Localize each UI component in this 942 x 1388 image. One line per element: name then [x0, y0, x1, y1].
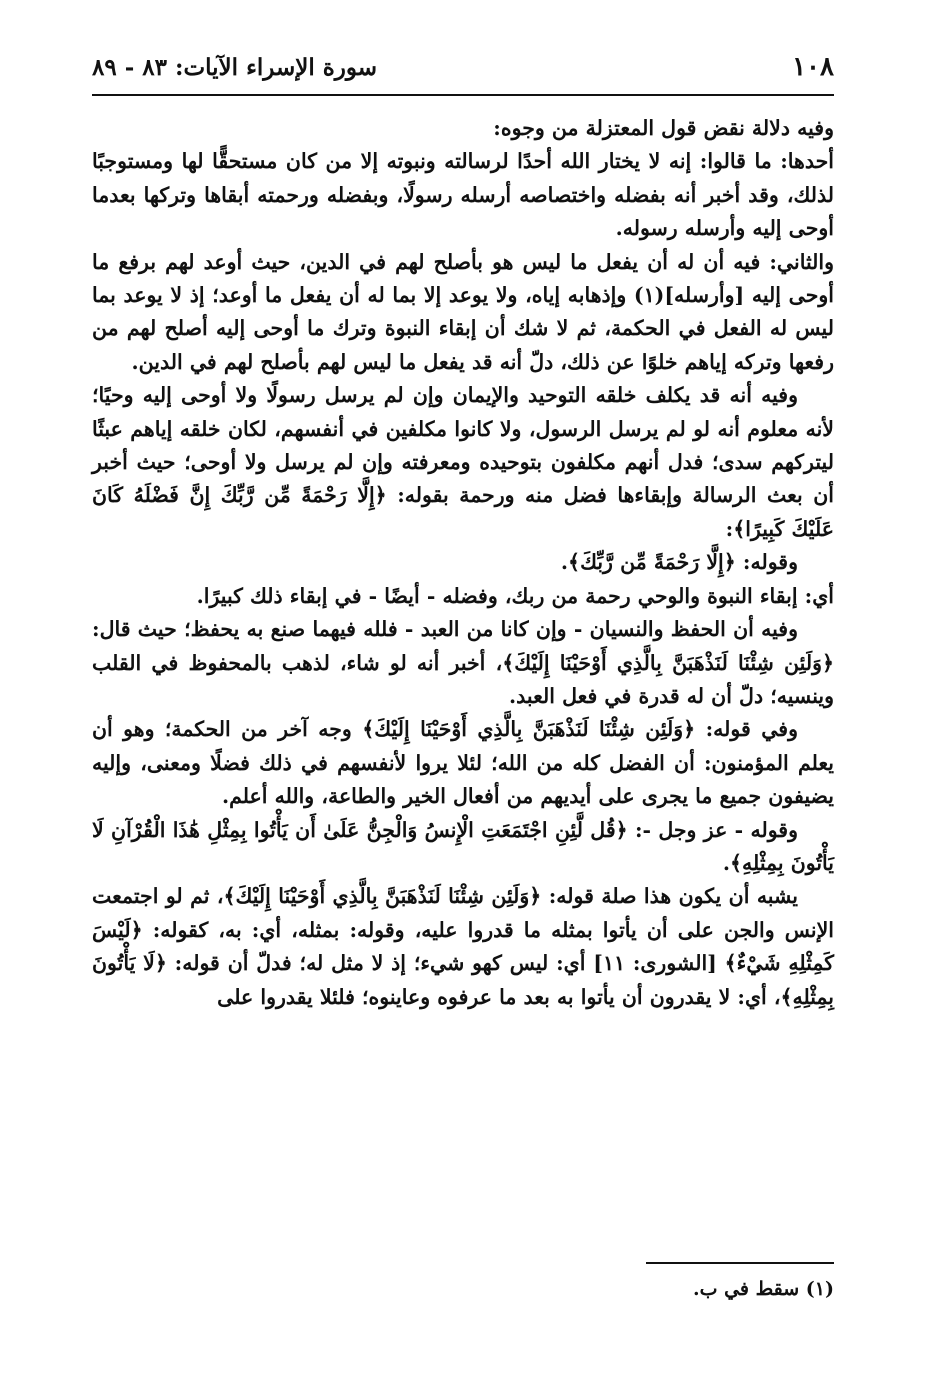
footnote-rule	[646, 1262, 834, 1264]
paragraph: يشبه أن يكون هذا صلة قوله: ﴿وَلَئِن شِئْنَا لَنَذْهَبَنَّ بِالَّذِي أَوْحَيْنَا إِلَيْكَ﴾، ثم لو اجتمعت الإنس والجن على أن يأتوا بمثله ما قدروا عليه، وقوله: بمثله، أي: به، كقوله: ﴿لَيْسَ كَمِثْلِهِ شَيْءٌ﴾ [الشورى: ١١] أي: ليس كهو شيء؛ إذ لا مثل له؛ فدلّ أن قوله: ﴿لَا يَأْتُونَ بِمِثْلِهِ﴾، أي: لا يقدرون أن يأتوا به بعد ما عرفوه وعاينوه؛ فلئلا يقدروا على	[92, 884, 834, 1009]
paragraph: وفي قوله: ﴿وَلَئِن شِئْنَا لَنَذْهَبَنَّ بِالَّذِي أَوْحَيْنَا إِلَيْكَ﴾ وجه آخر من الحكمة؛ وهو أن يعلم المؤمنون: أن الفضل كله من الله؛ لئلا يروا لأنفسهم في ذلك فضلًا ومعنى، وإليه يضيفون جميع ما يجرى على أيديهم من أفعال الخير والطاعة، والله أعلم.	[92, 717, 834, 809]
running-title: سورة الإسراء الآيات: ٨٣ - ٨٩	[92, 54, 378, 81]
footnote: (١) سقط في ب.	[692, 1278, 834, 1300]
paragraph: وفيه دلالة نقض قول المعتزلة من وجوه:	[493, 116, 834, 140]
paragraph: وفيه أن الحفظ والنسيان - وإن كانا من العبد - فلله فيهما صنع به يحفظ؛ حيث قال: ﴿وَلَئِن شِئْنَا لَنَذْهَبَنَّ بِالَّذِي أَوْحَيْنَا إِلَيْكَ﴾، أخبر أنه لو شاء، لذهب بالمحفوظ في القلب وينسيه؛ دلّ أن له قدرة في فعل العبد.	[92, 617, 834, 708]
paragraph: والثاني: فيه أن له أن يفعل ما ليس هو بأصلح لهم في الدين، حيث أوعد لهم برفع ما أوحى إليه [وأرسله](١) وإذهابه إياه، ولا يوعد إلا بما له أن يفعل ما أوعد؛ إذ لا يوعد بما ليس له الفعل في الحكمة، ثم لا شك أن إبقاء النبوة وترك ما أوحى إليه أصلح لهم من رفعها وتركه إياهم خلوًا عن ذلك، دلّ أنه قد يفعل ما ليس لهم بأصلح لهم في الدين.	[92, 249, 834, 374]
paragraph: وقوله - عز وجل -: ﴿قُل لَّئِنِ اجْتَمَعَتِ الْإِنسُ وَالْجِنُّ عَلَىٰ أَن يَأْتُوا بِمِثْلِ هَٰذَا الْقُرْآنِ لَا يَأْتُونَ بِمِثْلِهِ﴾.	[92, 817, 834, 875]
paragraph: أحدها: ما قالوا: إنه لا يختار الله أحدًا لرسالته ونبوته إلا من كان مستحقًّا لها ومستوجبًا لذلك، وقد أخبر أنه بفضله واختصاصه أرسله رسولًا، وبفضله ورحمته أبقاها وتركها بعدما أوحى إليه وأرسله رسوله.	[92, 149, 834, 241]
header-rule	[92, 94, 834, 96]
page-header	[92, 48, 834, 92]
paragraph: وقوله: ﴿إِلَّا رَحْمَةً مِّن رَّبِّكَ﴾.	[560, 550, 798, 575]
paragraph: أي: إبقاء النبوة والوحي رحمة من ربك، وفضله - أيضًا - في إبقاء ذلك كبيرًا.	[196, 583, 834, 608]
body-text	[92, 112, 834, 1014]
paragraph: وفيه أنه قد يكلف خلقه التوحيد والإيمان وإن لم يرسل رسولًا ولا أوحى إليه وحيًا؛ لأنه معلوم أنه لو لم يرسل الرسول، ولا كانوا مكلفين في أنفسهم، لكان خلقه إياهم عبثًا ليتركهم سدى؛ فدل أنهم مكلفون بتوحيده ومعرفته وإن لم يرسل ولا أوحى؛ حيث أخبر أن بعث الرسالة وإبقاءها فضل منه ورحمة بقوله: ﴿إِلَّا رَحْمَةً مِّن رَّبِّكَ إِنَّ فَضْلَهُ كَانَ عَلَيْكَ كَبِيرًا﴾:	[92, 383, 834, 541]
page-number: ١٠٨	[792, 52, 834, 82]
